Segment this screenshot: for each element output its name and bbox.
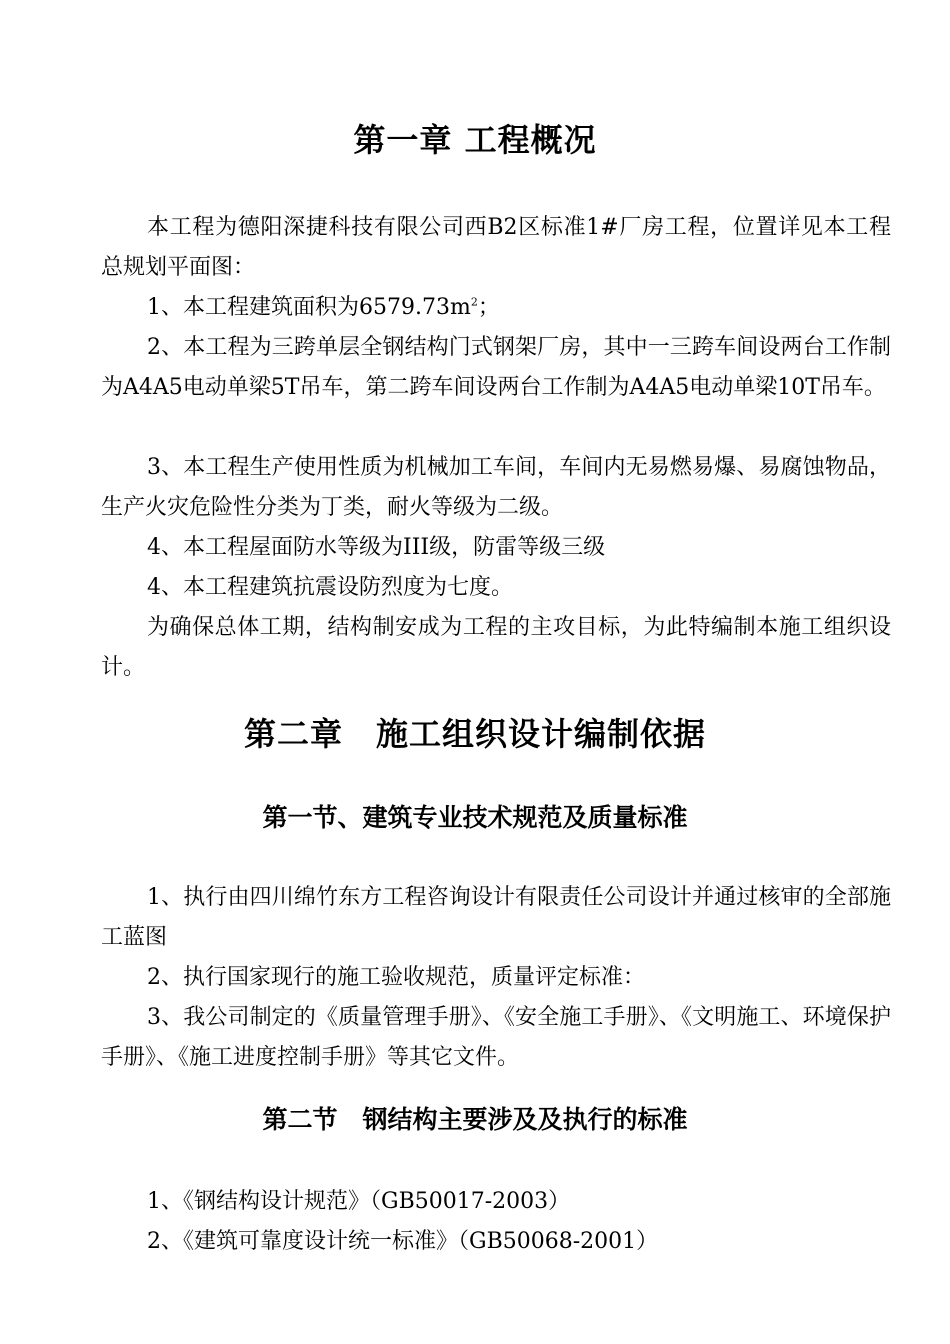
chapter1-item3: 3、本工程生产使用性质为机械加工车间，车间内无易燃易爆、易腐蚀物品，生产火灾危险性分类为丁类，耐火等级为二级。 — [101, 455, 891, 520]
chapter1-title: 第一章 工程概况 — [353, 121, 597, 159]
chapter1-item4b: 4、本工程建筑抗震设防烈度为七度。 — [147, 575, 513, 600]
section1-item1: 1、执行由四川绵竹东方工程咨询设计有限责任公司设计并通过核审的全部施工蓝图 — [101, 885, 891, 950]
section2-item2: 2、《建筑可靠度设计统一标准》（GB50068-2001） — [147, 1229, 659, 1254]
item1-text: 1、本工程建筑面积为6579.73m — [147, 295, 471, 320]
chapter1-item1 — [101, 288, 891, 328]
item1-superscript: 2 — [470, 295, 478, 309]
chapter1-intro: 本工程为德阳深捷科技有限公司西B2区标准1#厂房工程，位置详见本工程总规划平面图： — [101, 215, 891, 280]
section1-title: 第一节、建筑专业技术规范及质量标准 — [262, 803, 688, 832]
chapter1-item4a: 4、本工程屋面防水等级为III级，防雷等级三级 — [147, 535, 606, 560]
section2-item1: 1、《钢结构设计规范》（GB50017-2003） — [147, 1189, 571, 1214]
chapter1-item2: 2、本工程为三跨单层全钢结构门式钢架厂房，其中一三跨车间设两台工作制为A4A5电动单梁5T吊车，第二跨车间设两台工作制为A4A5电动单梁10T吊车。 — [101, 335, 891, 400]
section1-item3: 3、我公司制定的《质量管理手册》、《安全施工手册》、《文明施工、环境保护手册》、《施工进度控制手册》等其它文件。 — [101, 1005, 891, 1070]
item1-suffix: ； — [477, 295, 500, 320]
section2-title: 第二节 钢结构主要涉及及执行的标准 — [262, 1105, 688, 1134]
chapter2-title: 第二章 施工组织设计编制依据 — [243, 715, 706, 753]
chapter1-closing: 为确保总体工期，结构制安成为工程的主攻目标，为此特编制本施工组织设计。 — [101, 615, 891, 680]
section1-item2: 2、执行国家现行的施工验收规范，质量评定标准： — [147, 965, 645, 990]
